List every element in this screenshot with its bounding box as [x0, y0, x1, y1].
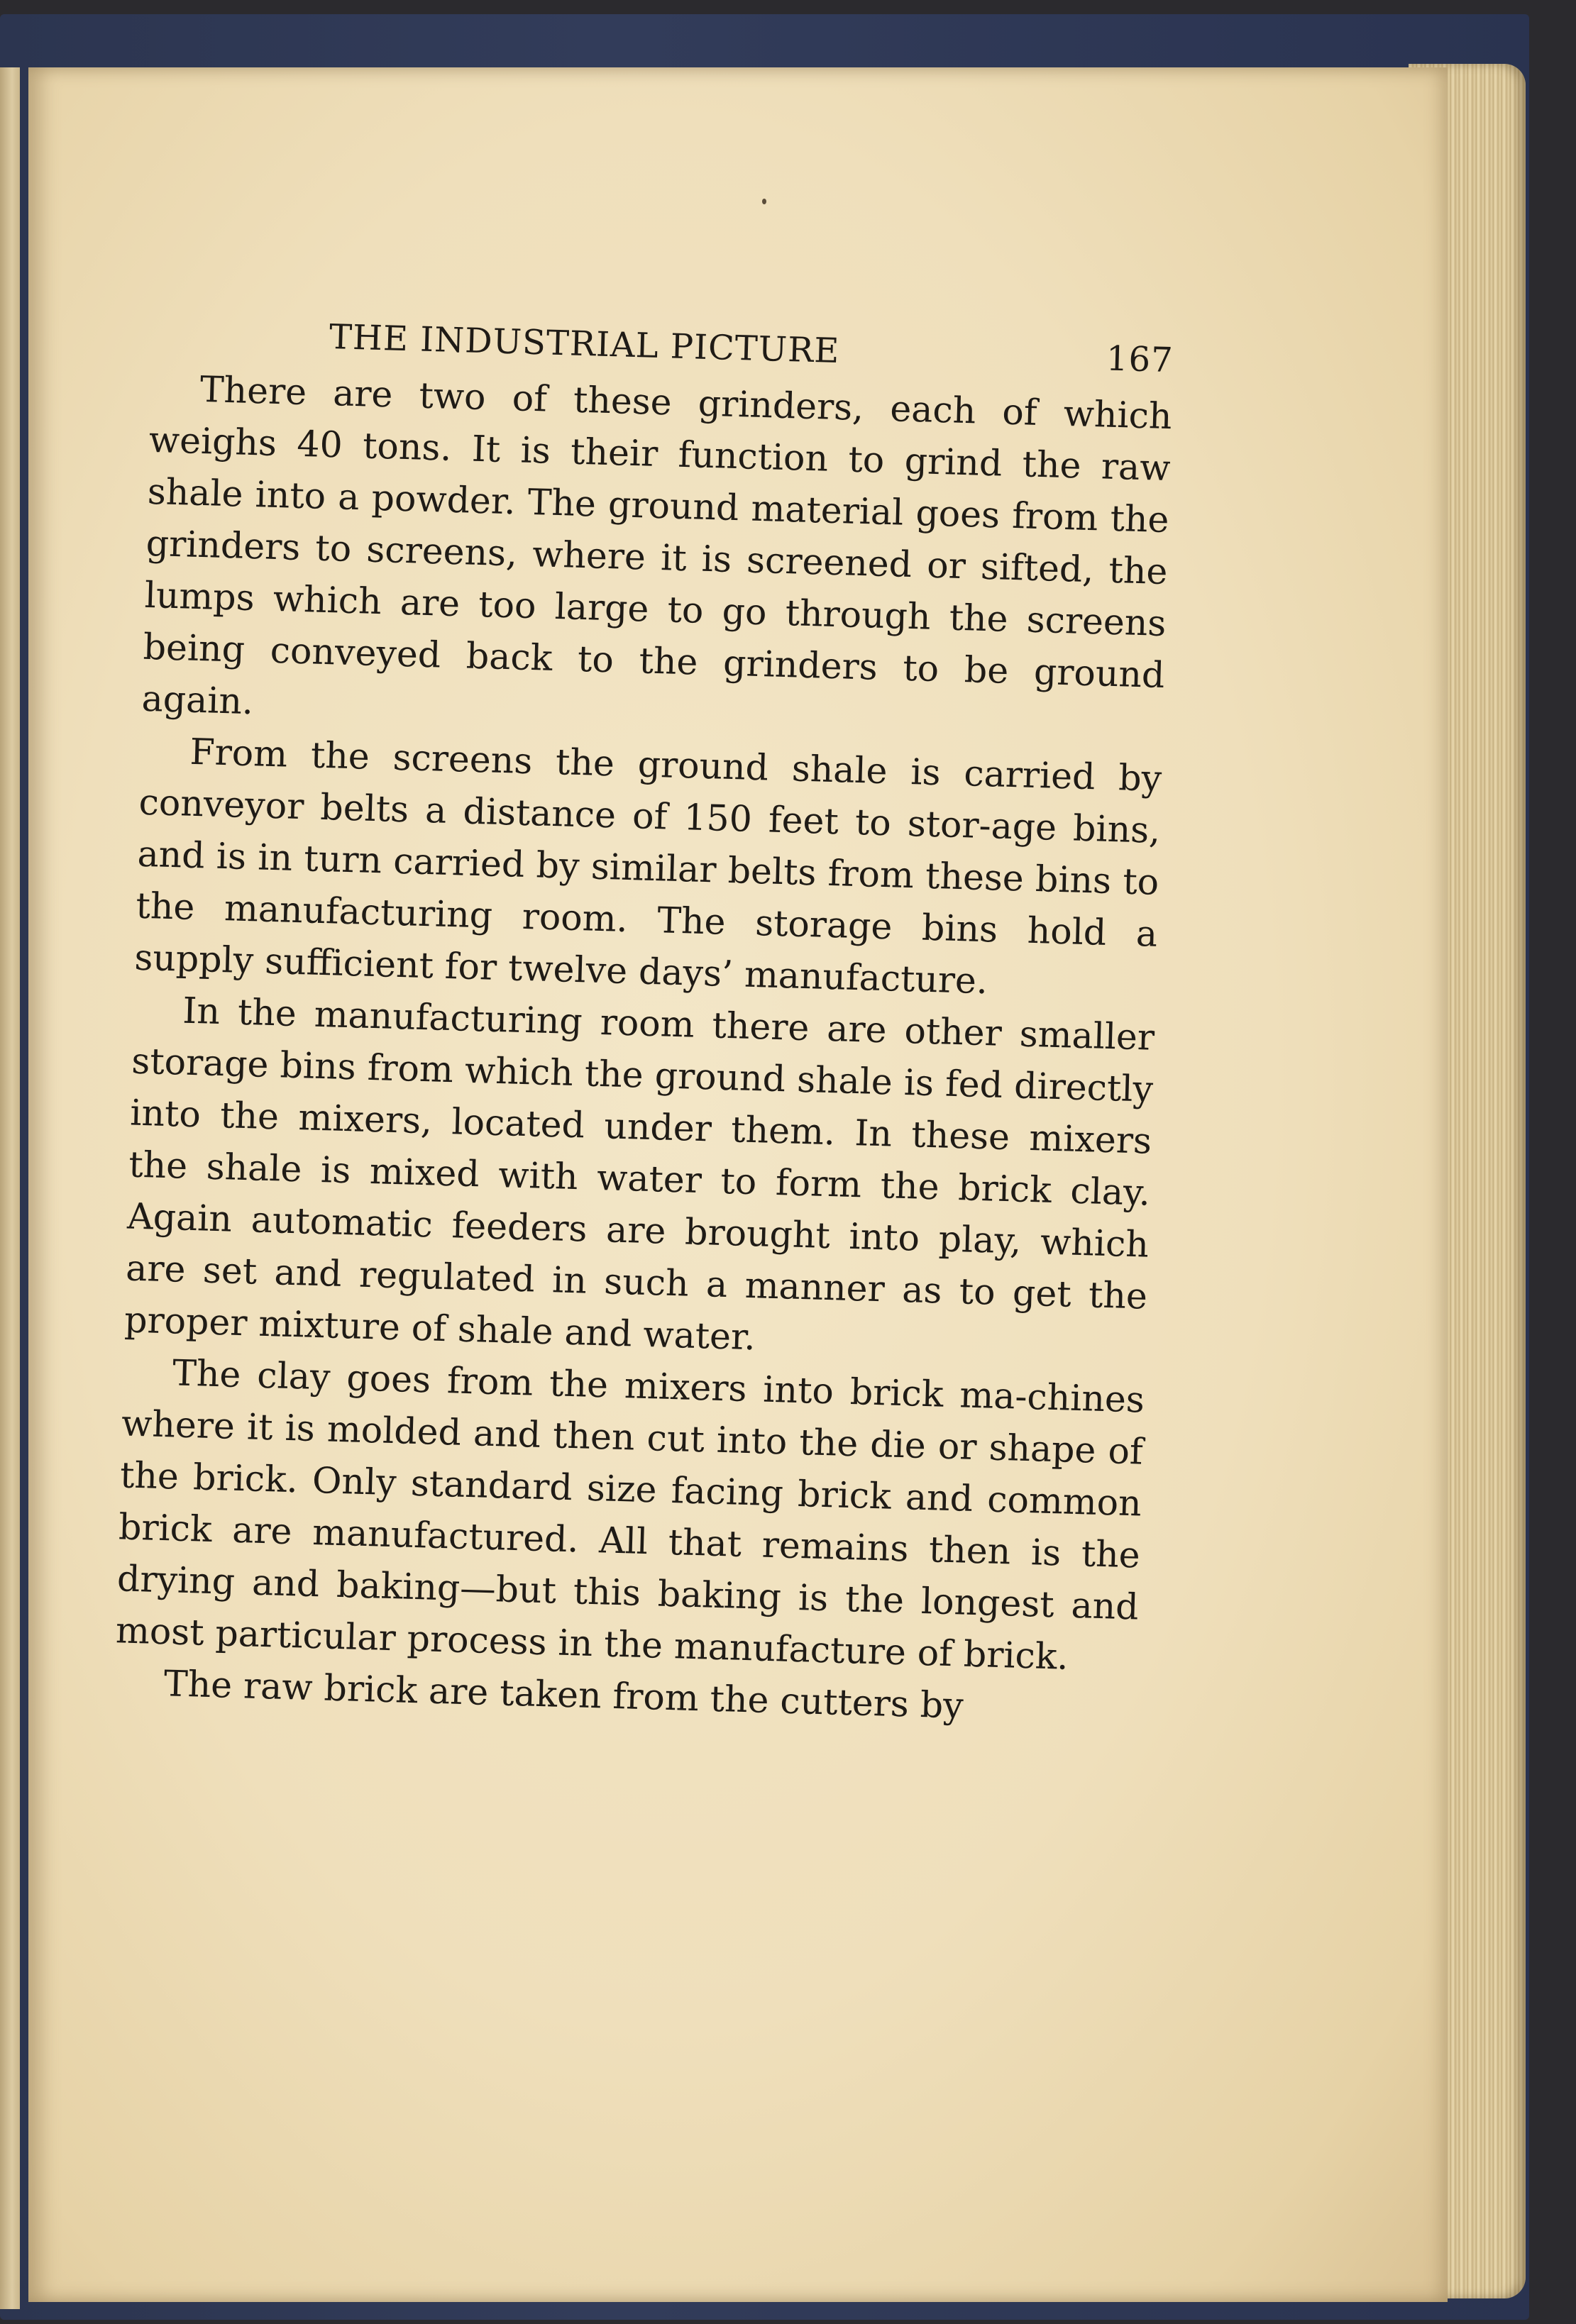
book-page [28, 67, 1448, 2302]
running-title: THE INDUSTRIAL PICTURE [329, 316, 841, 372]
paragraph-4: The clay goes from the mixers into brick ma-chines where it is molded and then cut into the die or shape of the brick. Only standard size facing brick and common brick are manufactured. All that remains then is the drying and baking—but this baking is the longest and most particular process in the manufacture of brick. [115, 1351, 1145, 1678]
paper-speck [762, 199, 766, 204]
paragraph-2: From the screens the ground shale is carried by conveyor belts a distance of 150 feet to stor-age bins, and is in turn carried by similar belts from these bins to the manufacturing room. The storage bins hold a supply sufficient for twelve days’ manufacture. [133, 730, 1163, 1002]
paragraph-3: In the manufacturing room there are other smaller storage bins from which the ground shale is fed directly into the mixers, located under them. In these mixers the shale is mixed with water to form the brick clay. Again automatic feeders are brought into play, which are set and regulated in such a manner as to get the proper mixture of shale and water. [123, 989, 1155, 1359]
paragraph-5-first-line: The raw brick are taken from the cutters by [163, 1662, 964, 1727]
page-content [114, 312, 1174, 1736]
page-number: 167 [1106, 338, 1174, 381]
facing-page-edge [0, 67, 20, 2309]
paragraph-1: There are two of these grinders, each of which weighs 40 tons. It is their function to grind the raw shale into a powder. The ground material goes from the grinders to screens, where it is screened or sifted, the lumps which are too large to go through the screens being conveyed back to the grinders to be ground again. [140, 367, 1173, 723]
